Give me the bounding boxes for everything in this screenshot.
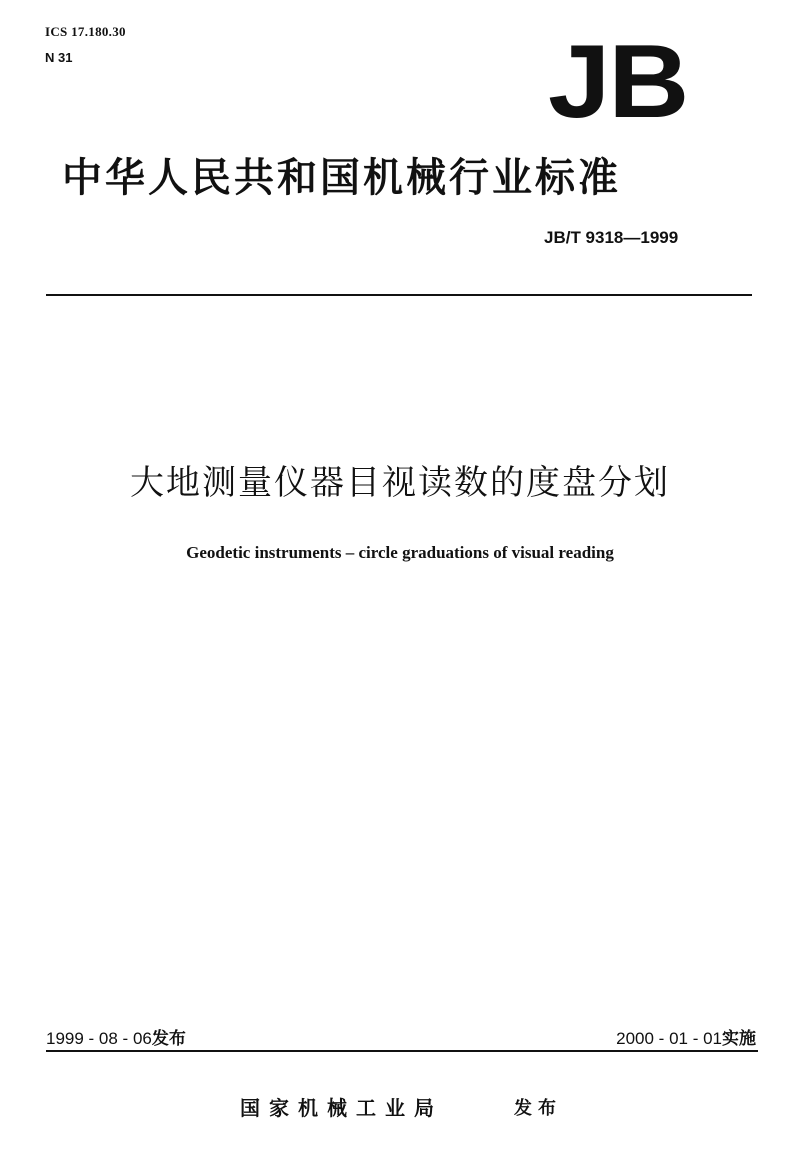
standard-number: JB/T 9318—1999 — [544, 228, 679, 247]
issue-date: 1999 - 08 - 06 — [46, 1029, 152, 1048]
issuer-action: 发布 — [514, 1098, 562, 1119]
document-title-en: Geodetic instruments – circle graduations of visual reading — [186, 543, 614, 562]
document-title-zh: 大地测量仪器目视读数的度盘分划 — [130, 463, 670, 503]
implementation-date: 2000 - 01 - 01 — [616, 1029, 722, 1048]
header-divider — [46, 294, 752, 296]
implementation-label: 实施 — [722, 1029, 756, 1048]
ccs-code: N 31 — [45, 50, 73, 65]
footer-divider — [46, 1050, 758, 1052]
issue-label: 发布 — [151, 1029, 186, 1048]
ics-code: ICS 17.180.30 — [45, 24, 126, 39]
standard-title: 中华人民共和国机械行业标准 — [62, 155, 621, 201]
jb-logo: JB — [548, 24, 688, 140]
issue-date-line — [46, 1024, 186, 1049]
implementation-date-line — [616, 1024, 756, 1049]
issuer-name: 国家机械工业局 — [240, 1096, 443, 1120]
